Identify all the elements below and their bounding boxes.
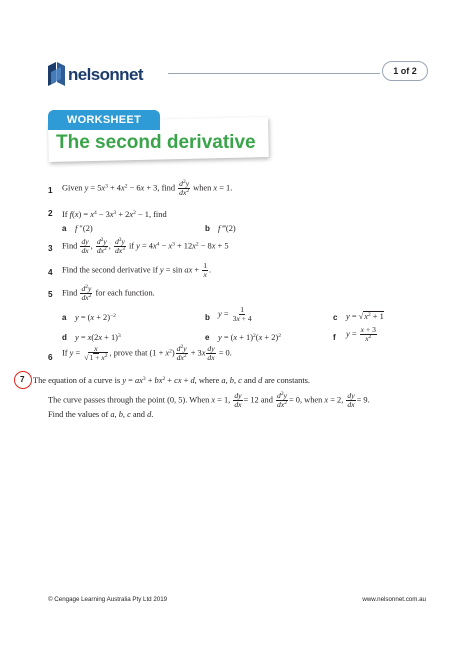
part-label: b <box>205 313 210 322</box>
part-label: f <box>333 333 336 342</box>
question-text: The equation of a curve is <box>33 376 121 385</box>
worksheet-title: The second derivative <box>56 132 256 153</box>
question-text: The curve passes through the point (0, 5). When <box>48 395 210 405</box>
question-text: are constants. <box>264 376 311 385</box>
question-text: , where <box>194 376 220 385</box>
part-label: a <box>62 313 67 322</box>
question-number: 2 <box>48 209 53 218</box>
question-text: = 0, when <box>288 395 323 405</box>
question-2b: f ‴(2) <box>218 224 236 233</box>
question-5a: $y = (x + 2)^{-2}$ <box>75 313 116 322</box>
question-text: . <box>230 183 233 193</box>
question-text: Find the second derivative if <box>62 265 158 275</box>
question-text: , prove that <box>109 348 148 358</box>
nelsonnet-logo-mark <box>48 60 168 86</box>
nelsonnet-logo <box>48 60 168 86</box>
question-number: 7 <box>20 375 25 384</box>
question-text: Find <box>62 241 78 251</box>
header-rule <box>168 73 380 74</box>
question-5: Find $\frac{d^2y}{dx^2}$ for each function. <box>62 284 155 302</box>
question-2: If $f(x) = x^4 - 3x^3 + 2x^2 - 1$, find <box>62 210 167 219</box>
question-text: for each function. <box>95 288 155 298</box>
question-4: Find the second derivative if y = sin ax + $\frac{1}{x}$ . <box>62 261 212 279</box>
question-text: . <box>209 265 212 275</box>
page-indicator: 1 of 2 <box>382 61 428 81</box>
question-text: = 9. <box>356 395 370 405</box>
question-3: Find $\frac{dy}{dx}$ , $\frac{d^2y}{dx^2}$ , $\frac{d^3y}{dx^3}$ if $y = 4x^4 - x^3 + 12x^2 - 8x + 5$ <box>62 237 229 255</box>
question-text: if <box>128 241 135 251</box>
part-label: e <box>205 333 210 342</box>
question-5f: y = $\frac{x + 3}{x^2}$ <box>346 325 376 343</box>
question-text: If <box>62 210 68 219</box>
question-6: If y = $\frac{x}{√1 + x^2}$ , prove that $(1 + x^2)$ $\frac{d^2y}{dx^2}$ + 3x $\frac{dy}{dx}$ = 0. <box>62 344 232 362</box>
part-label: c <box>333 313 338 322</box>
question-7-line-2: The curve passes through the point (0, 5). When x = 1, $\frac{dy}{dx}$ = 12 and $\frac{d^2y}{dx^2}$ = 0, when x = 2, $\frac{dy}{dx}$ = 9. <box>48 391 370 409</box>
question-5d: $y = x(2x + 1)^3$ <box>75 333 121 342</box>
question-text: Given <box>62 183 83 193</box>
part-label: d <box>62 333 67 342</box>
question-5c: $y = √x^2 + 1$ <box>346 312 384 321</box>
question-text: when <box>193 183 212 193</box>
question-number: 6 <box>48 353 53 362</box>
logo-wordmark: nelsonnet <box>68 65 143 84</box>
worksheet-tab: WORKSHEET <box>48 110 160 130</box>
question-number: 4 <box>48 268 53 277</box>
question-7-line-3: Find the values of a, b, c and d. <box>48 410 154 419</box>
question-5b: y = $\frac{1}{3x + 4}$ <box>218 305 252 323</box>
footer-website-link[interactable]: www.nelsonnet.com.au <box>362 596 426 603</box>
part-label: a <box>62 224 67 233</box>
question-5e: $y = (x + 1)^2(x + 2)^2$ <box>218 333 281 342</box>
part-label: b <box>205 224 210 233</box>
question-text: , find <box>157 183 176 193</box>
question-1: Given $y = 5x^3 + 4x^2 - 6x + 3$, find $\frac{d^2y}{dx^2}$ when x = 1. <box>62 179 233 197</box>
question-text: If <box>62 348 68 358</box>
question-text: Find the values of <box>48 410 109 419</box>
question-text: , find <box>148 210 167 219</box>
footer-copyright: © Cengage Learning Australia Pty Ltd 2019 <box>48 596 168 603</box>
question-text: = 0. <box>218 348 232 358</box>
question-2a: f ″(2) <box>75 224 93 233</box>
question-number: 1 <box>48 186 53 195</box>
question-text: = 12 and <box>243 395 273 405</box>
question-text: Find <box>62 288 78 298</box>
question-number: 3 <box>48 244 53 253</box>
question-number: 5 <box>48 290 53 299</box>
question-7-line-1: The equation of a curve is $y = ax^3 + bx^2$ + cx + d, where a, b, c and d are constants. <box>33 376 311 385</box>
